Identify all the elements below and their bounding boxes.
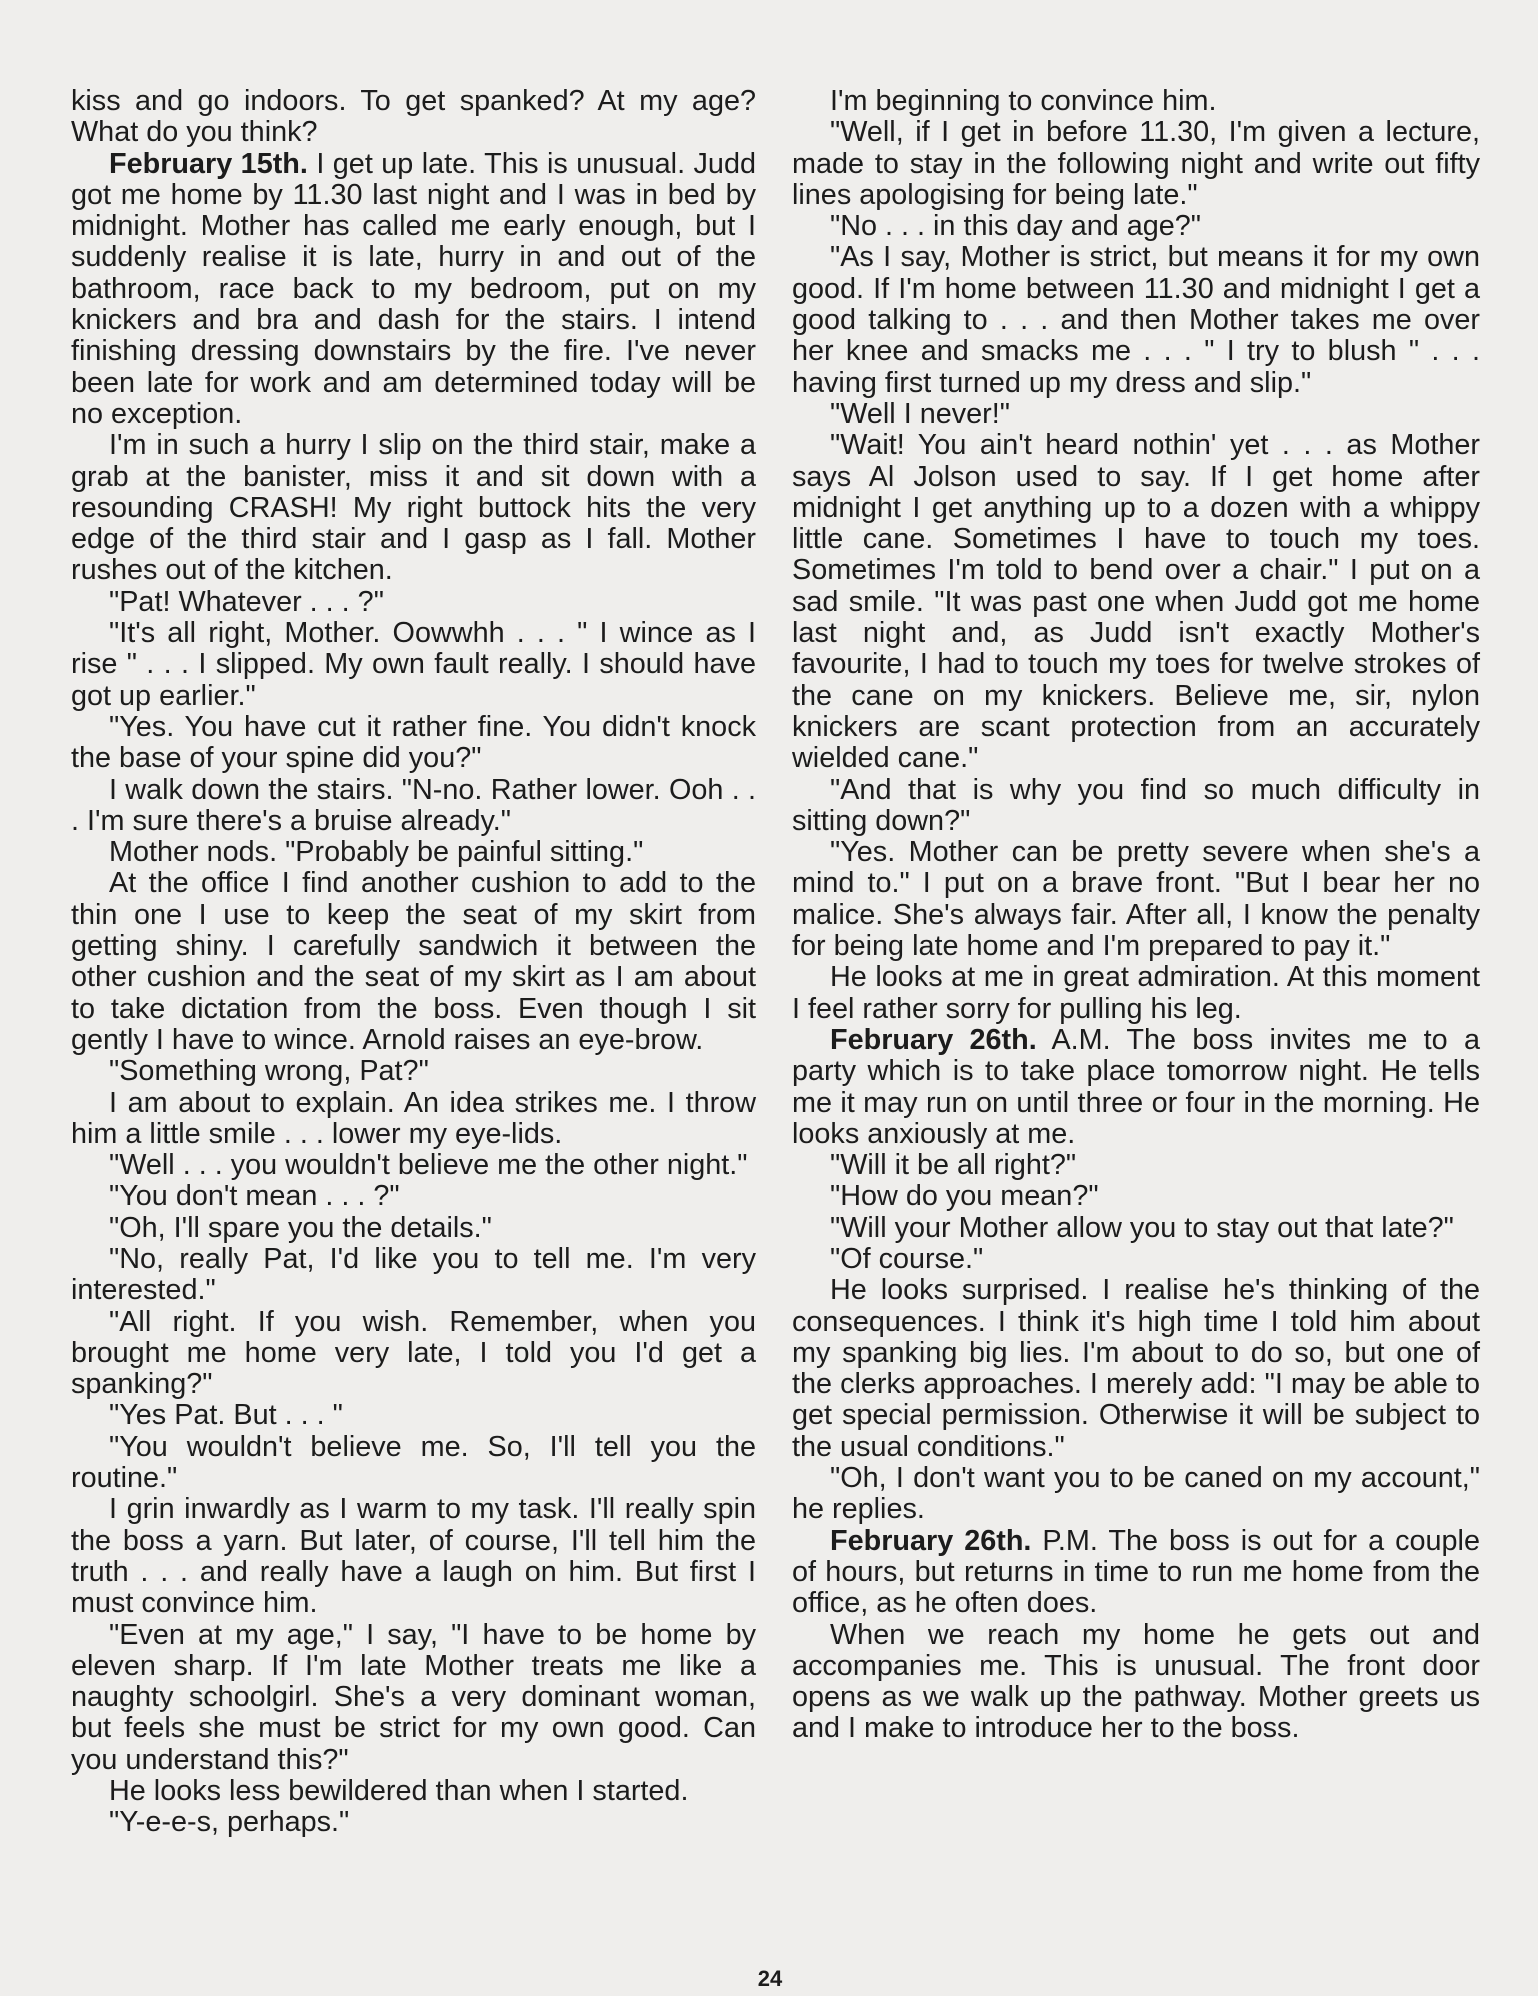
paragraph: "Yes. You have cut it rather fine. You didn't knock the base of your spine did you?" [71, 710, 756, 775]
diary-date: February 15th. [109, 147, 308, 180]
paragraph: "How do you mean?" [830, 1180, 1099, 1213]
paragraph: "And that is why you find so much difficulty in sitting down?" [792, 773, 1480, 837]
paragraph: At the office I find another cushion to add to the thin one I use to keep the seat of my skirt from getting shiny. I carefully sandwich it between the other cushion and the seat of my skirt as I am about to take dictation from the boss. Even though I sit gently I have to wince. Arnold raises an eye-brow. [71, 867, 756, 1056]
paragraph: "No, really Pat, I'd like you to tell me. I'm very interested." [71, 1242, 756, 1307]
paragraph: "Oh, I'll spare you the details." [109, 1211, 492, 1244]
paragraph: "Well I never!" [830, 397, 1010, 430]
paragraph: "You wouldn't believe me. So, I'll tell you the routine." [71, 1430, 756, 1495]
diary-date: February 26th. [830, 1023, 1037, 1056]
paragraph: He looks at me in great admiration. At this moment I feel rather sorry for pulling his leg. [792, 961, 1480, 1025]
left-column [71, 86, 756, 1839]
diary-date: February 26th. [830, 1524, 1032, 1557]
paragraph: "It's all right, Mother. Oowwhh . . . " I wince as I rise " . . . I slipped. My own fault really. I should have got up earlier." [71, 617, 756, 712]
paragraph: "Oh, I don't want you to be caned on my account," he replies. [792, 1462, 1480, 1526]
paragraph: "Y-e-e-s, perhaps." [109, 1806, 350, 1839]
paragraph: "Will it be all right?" [830, 1149, 1077, 1182]
paragraph [792, 1025, 1480, 1150]
paragraph [71, 149, 756, 431]
right-column [792, 86, 1480, 1745]
paragraph: "Well, if I get in before 11.30, I'm given a lecture, made to stay in the following night and write out fifty lines apologising for being late." [792, 116, 1480, 211]
page-number: 24 [757, 1966, 783, 1991]
paragraph: I'm in such a hurry I slip on the third stair, make a grab at the banister, miss it and sit down with a resounding CRASH! My right buttock hits the very edge of the third stair and I gasp as I fall. Mother rushes out of the kitchen. [71, 429, 756, 587]
paragraph: When we reach my home he gets out and accompanies me. This is unusual. The front door opens as we walk up the pathway. Mother greets us and I make to introduce her to the boss. [792, 1618, 1480, 1745]
paragraph: "Something wrong, Pat?" [109, 1055, 429, 1088]
paragraph: "Of course." [830, 1242, 984, 1275]
paragraph: kiss and go indoors. To get spanked? At my age? What do you think? [71, 85, 756, 149]
paragraph: "As I say, Mother is strict, but means it for my own good. If I'm home between 11.30 and midnight I get a good talking to . . . and then Mother takes me over her knee and smacks me . . . " I try to blush " . . . having first turned up my dress and slip." [792, 241, 1480, 399]
paragraph: "No . . . in this day and age?" [830, 210, 1202, 243]
paragraph: "Well . . . you wouldn't believe me the other night." [109, 1149, 748, 1182]
paragraph: "Pat! Whatever . . . ?" [109, 585, 384, 618]
paragraph: I grin inwardly as I warm to my task. I'll really spin the boss a yarn. But later, of course, I'll tell him the truth . . . and really have a laugh on him. But first I must convince him. [71, 1493, 756, 1620]
paragraph: "Will your Mother allow you to stay out that late?" [830, 1211, 1454, 1244]
paragraph: He looks surprised. I realise he's thinking of the consequences. I think it's high time I told him about my spanking big lies. I'm about to do so, but one of the clerks approaches. I merely add: "I may be able to get special permission. Otherwise it will be subject to the usual conditions." [792, 1274, 1480, 1463]
paragraph: "Even at my age," I say, "I have to be home by eleven sharp. If I'm late Mother treats me like a naughty schoolgirl. She's a very dominant woman, but feels she must be strict for my own good. Can you understand this?" [71, 1618, 756, 1776]
paragraph [792, 1526, 1480, 1620]
paragraph: "Wait! You ain't heard nothin' yet . . . as Mother says Al Jolson used to say. If I get home after midnight I get anything up to a dozen with a whippy little cane. Sometimes I have to touch my toes. Sometimes I'm told to bend over a chair." I put on a sad smile. "It was past one when Judd got me home last night and, as Judd isn't exactly Mother's favourite, I had to touch my toes for twelve strokes of the cane on my knickers. Believe me, sir, nylon knickers are scant protection from an accurately wielded cane." [792, 429, 1480, 775]
paragraph: I am about to explain. An idea strikes me. I throw him a little smile . . . lower my eye-lids. [71, 1086, 756, 1150]
paragraph: "Yes. Mother can be pretty severe when she's a mind to." I put on a brave front. "But I bear her no malice. She's always fair. After all, I know the penalty for being late home and I'm prepared to pay it." [792, 836, 1480, 963]
paragraph: Mother nods. "Probably be painful sitting." [109, 836, 644, 869]
paragraph-text: P.M. The boss is out for a couple of hours, but returns in time to run me home from the office, as he often does. [792, 1524, 1480, 1620]
paragraph: "All right. If you wish. Remember, when you brought me home very late, I told you I'd get a spanking?" [71, 1305, 756, 1401]
paragraph-text: I get up late. This is unusual. Judd got me home by 11.30 last night and I was in bed by midnight. Mother has called me early enough, but I suddenly realise it is late, hurry in and out of the bathroom, race back to my bedroom, put on my knickers and bra and dash for the stairs. I intend finishing dressing downstairs by the fire. I've never been late for work and am determined today will be no exception. [71, 147, 756, 430]
paragraph: "Yes Pat. But . . . " [109, 1399, 343, 1432]
paragraph-text: A.M. The boss invites me to a party which is to take place tomorrow night. He tells me it may run on until three or four in the morning. He looks anxiously at me. [792, 1023, 1480, 1150]
paragraph: I walk down the stairs. "N-no. Rather lower. Ooh . . . I'm sure there's a bruise already." [71, 773, 756, 837]
paragraph: "You don't mean . . . ?" [109, 1180, 400, 1213]
paragraph: He looks less bewildered than when I started. [109, 1775, 689, 1808]
paragraph: I'm beginning to convince him. [830, 85, 1217, 117]
